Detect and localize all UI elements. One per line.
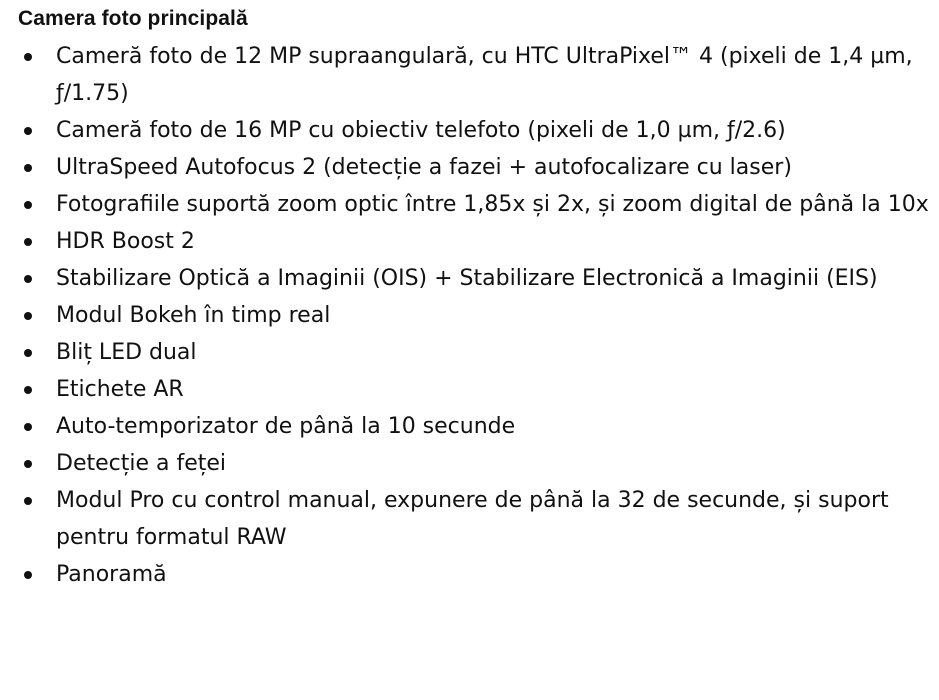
list-item	[18, 408, 929, 445]
list-item	[18, 223, 929, 260]
list-item-text: Detecție a feței	[56, 451, 227, 476]
list-item	[18, 556, 929, 593]
bullet-icon	[24, 423, 32, 431]
bullet-icon	[24, 164, 32, 172]
list-item-text: Cameră foto de 12 MP supraangulară, cu HTC UltraPixel™ 4 (pixeli de 1,4 µm, ƒ/1.75)	[56, 44, 913, 106]
list-item-text: Cameră foto de 16 MP cu obiectiv telefoto (pixeli de 1,0 µm, ƒ/2.6)	[56, 118, 786, 143]
bullet-icon	[24, 312, 32, 320]
bullet-icon	[24, 127, 32, 135]
list-item-text: Auto-temporizator de până la 10 secunde	[56, 414, 516, 439]
bullet-icon	[24, 349, 32, 357]
bullet-icon	[24, 53, 32, 61]
list-item-text: Bliț LED dual	[56, 340, 197, 365]
list-item-text: Panoramă	[56, 562, 167, 587]
list-item-text: Modul Pro cu control manual, expunere de până la 32 de secunde, și suport pentru formatul RAW	[56, 488, 889, 550]
section-heading: Camera foto principală	[18, 7, 248, 30]
list-item	[18, 38, 929, 112]
feature-list	[18, 38, 929, 593]
list-item	[18, 260, 929, 297]
list-item	[18, 186, 929, 223]
list-item	[18, 112, 929, 149]
bullet-icon	[24, 238, 32, 246]
list-item-text: Stabilizare Optică a Imaginii (OIS) + Stabilizare Electronică a Imaginii (EIS)	[56, 266, 878, 291]
bullet-icon	[24, 460, 32, 468]
list-item	[18, 297, 929, 334]
bullet-icon	[24, 571, 32, 579]
list-item	[18, 334, 929, 371]
list-item	[18, 371, 929, 408]
bullet-icon	[24, 386, 32, 394]
list-item-text: UltraSpeed Autofocus 2 (detecție a fazei + autofocalizare cu laser)	[56, 155, 792, 180]
list-item-text: HDR Boost 2	[56, 229, 195, 254]
bullet-icon	[24, 201, 32, 209]
list-item	[18, 445, 929, 482]
list-item	[18, 149, 929, 186]
list-item-text: Fotografiile suportă zoom optic între 1,85x și 2x, și zoom digital de până la 10x	[56, 192, 929, 217]
bullet-icon	[24, 275, 32, 283]
bullet-icon	[24, 497, 32, 505]
list-item	[18, 482, 929, 556]
list-item-text: Etichete AR	[56, 377, 184, 402]
list-item-text: Modul Bokeh în timp real	[56, 303, 331, 328]
